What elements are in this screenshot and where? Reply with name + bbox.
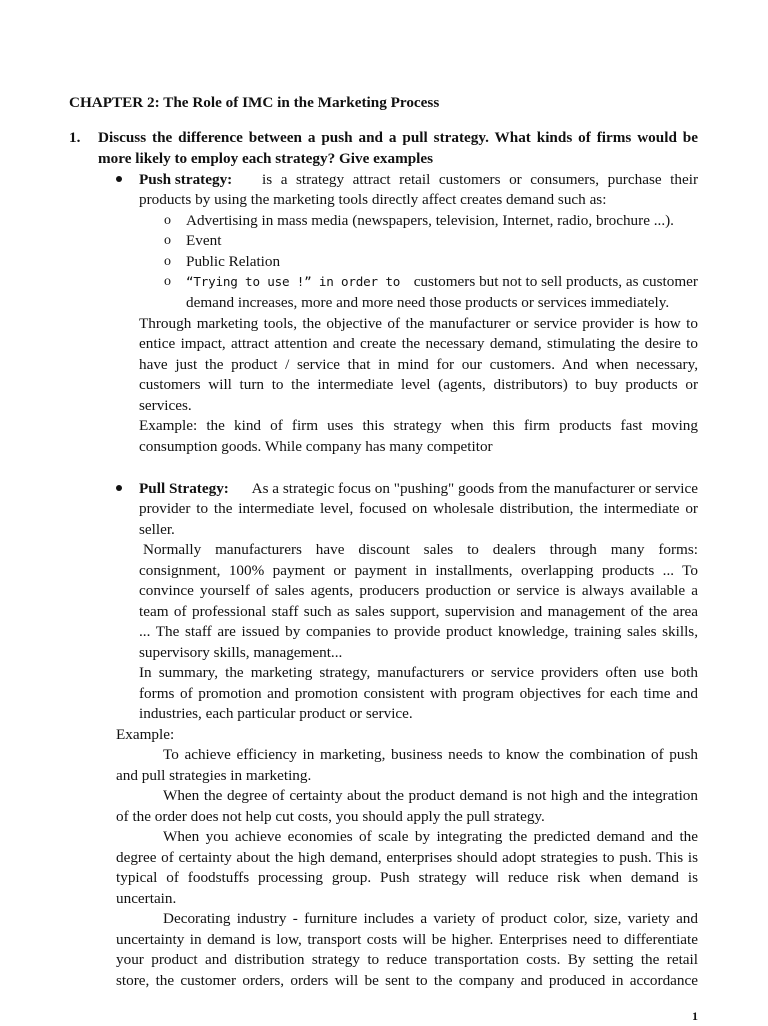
pull-line: industries, each particular product or service. (139, 705, 413, 722)
push-sub-item: Event (186, 232, 222, 249)
push-label: Push strategy: (139, 171, 233, 188)
example-line: and pull strategies in marketing. (116, 767, 312, 784)
pull-line: In summary, the marketing strategy, manufacturers or service providers often use both (139, 664, 698, 681)
push-first-line-text: is a strategy attract retail customers or consumers, purchase their (262, 171, 698, 188)
question-number: 1. (69, 129, 81, 146)
pull-line: team of professional staff such as sales support, supervision and management of the area (139, 603, 698, 620)
pull-line: provider to the intermediate level, focused on wholesale distribution, the intermediate or (139, 500, 698, 517)
bullet-icon (116, 485, 122, 491)
pull-line: Normally manufacturers have discount sales to dealers through many forms: (143, 541, 698, 558)
pull-first-line (139, 479, 698, 499)
chapter-title: CHAPTER 2: The Role of IMC in the Marketing Process (69, 94, 440, 111)
sub-bullet-icon: o (164, 233, 171, 248)
sub-bullet-icon: o (164, 254, 171, 269)
example-line: your product and distribution strategy to reduce transportation costs. By setting the retail (116, 951, 698, 968)
example-heading: Example: (116, 726, 175, 743)
pull-line: ... The staff are issued by companies to provide product knowledge, training sales skills, (139, 623, 698, 640)
pull-line: consignment, 100% payment or payment in installments, overlapping products ... To (139, 562, 698, 579)
sub-bullet-icon: o (164, 213, 171, 228)
example-line: typical of foodstuffs processing group. Push strategy will reduce risk when demand is (116, 869, 698, 886)
pull-line: supervisory skills, management... (139, 644, 343, 661)
push-sub-item-4-line-2: demand increases, more and more need those products or services immediately. (186, 294, 670, 311)
push-sub-item-4 (186, 272, 698, 292)
example-line: To achieve efficiency in marketing, business needs to know the combination of push (163, 746, 698, 763)
example-line: uncertainty in demand is low, transport costs will be higher. Enterprises need to differentiate (116, 931, 698, 948)
example-line: Decorating industry - furniture includes a variety of product color, size, variety and (163, 910, 698, 927)
push-paragraph-line: customers will turn to the intermediate level (agents, distributors) to buy products or (139, 376, 698, 393)
push-example-line: consumption goods. While company has many competitor (139, 438, 493, 455)
pull-line: convince yourself of sales agents, producers production or service is always available a (139, 582, 698, 599)
bullet-icon (116, 176, 122, 182)
example-line: of the order does not help cut costs, you should apply the pull strategy. (116, 808, 545, 825)
pull-label: Pull Strategy: (139, 480, 229, 497)
question-line-2: more likely to employ each strategy? Give examples (98, 150, 434, 167)
push-sub-item: Public Relation (186, 253, 281, 270)
question-line-1: Discuss the difference between a push and a pull strategy. What kinds of firms would be (98, 129, 698, 146)
push-sub-item: Advertising in mass media (newspapers, television, Internet, radio, brochure ...). (186, 212, 674, 229)
sub-bullet-icon: o (164, 274, 171, 289)
push-paragraph-line: services. (139, 397, 192, 414)
push-second-line: products by using the marketing tools directly affect creates demand such as: (139, 191, 607, 208)
pull-line: seller. (139, 521, 175, 538)
pull-line: forms of promotion and promotion consistent with program objectives for each time and (139, 685, 698, 702)
example-line: uncertain. (116, 890, 177, 907)
push-paragraph-line: entice impact, attract attention and create the necessary demand, stimulating the desire to (139, 335, 698, 352)
page-number: 1 (692, 1009, 698, 1023)
example-line: store, the customer orders, orders will be sent to the company and produced in accordance (116, 972, 698, 989)
example-line: When you achieve economies of scale by integrating the predicted demand and the (163, 828, 698, 845)
example-line: When the degree of certainty about the product demand is not high and the integration (163, 787, 698, 804)
push-sub-item-4-mono: “Trying to use !” in order to (186, 274, 401, 289)
example-line: degree of certainty about the high demand, enterprises should adopt strategies to push. This is (116, 849, 698, 866)
pull-first-line-text: As a strategic focus on "pushing" goods from the manufacturer or service (251, 480, 698, 497)
push-paragraph-line: have just the product / service that in mind for our customers. And when necessary, (139, 356, 698, 373)
push-sub-item-4-rest: customers but not to sell products, as customer (413, 273, 698, 290)
push-paragraph-line: Through marketing tools, the objective of the manufacturer or service provider is how to (139, 315, 698, 332)
push-example-line: Example: the kind of firm uses this strategy when this firm products fast moving (139, 417, 698, 434)
push-first-line (139, 170, 698, 190)
